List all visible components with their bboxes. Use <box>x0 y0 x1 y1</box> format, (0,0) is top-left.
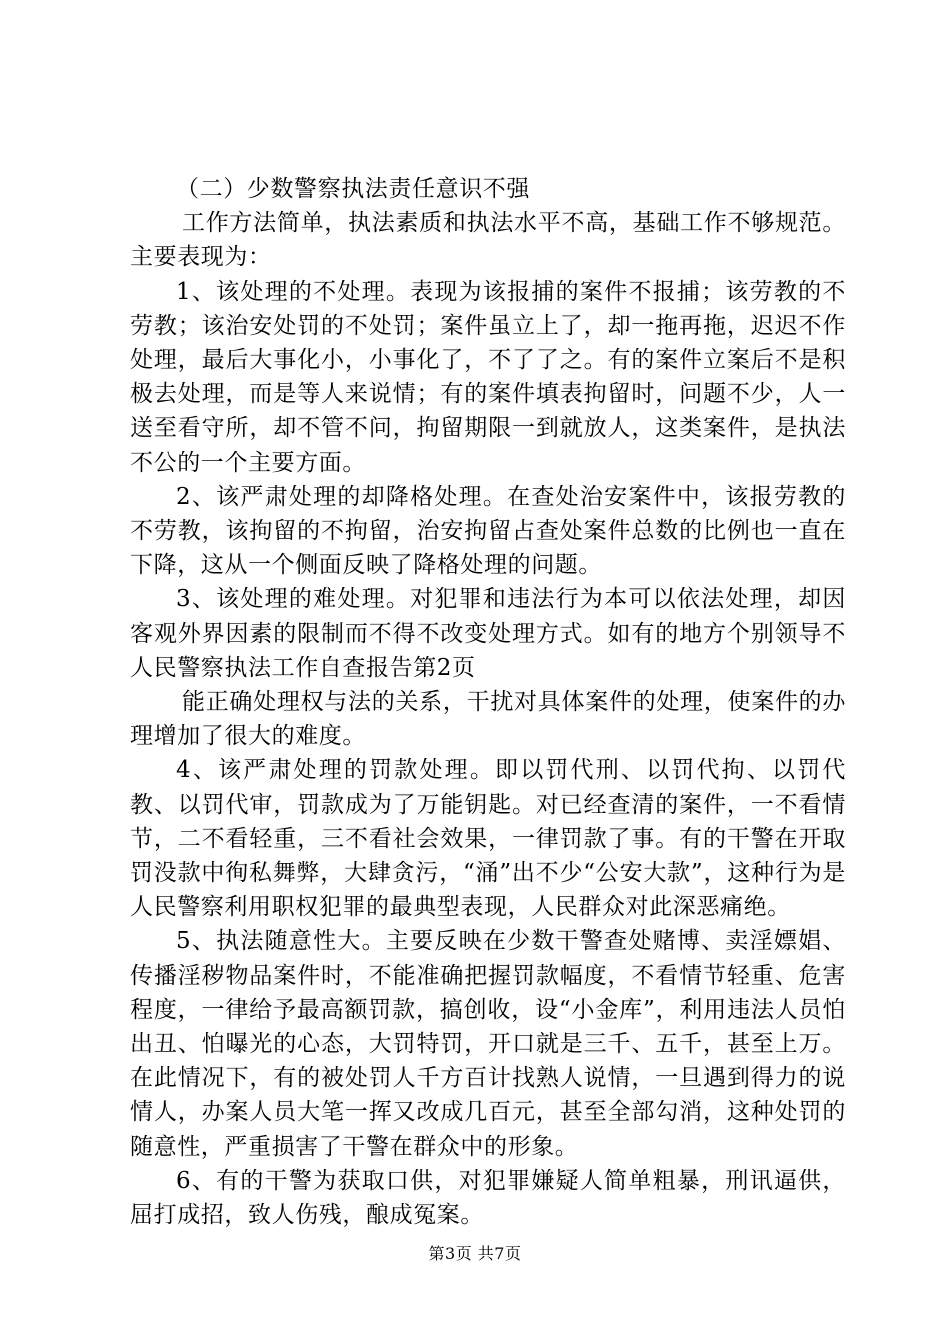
paragraph-item-2: 2、该严肃处理的却降格处理。在查处治安案件中，该报劳教的不劳教，该拘留的不拘留，治安拘留占查处案件总数的比例也一直在下降，这从一个侧面反映了降格处理的问题。 <box>130 483 846 579</box>
paragraph-item-1: 1、该处理的不处理。表现为该报捕的案件不报捕；该劳教的不劳教；该治安处罚的不处罚；案件虽立上了，却一拖再拖，迟迟不作处理，最后大事化小，小事化了，不了了之。有的案件立案后不是积极去处理，而是等人来说情；有的案件填表拘留时，问题不少，人一送至看守所，却不管不问，拘留期限一到就放人，这类案件，是执法不公的一个主要方面。 <box>130 278 846 476</box>
section-heading: （二）少数警察执法责任意识不强 <box>176 176 530 202</box>
paragraph-item-4: 4、该严肃处理的罚款处理。即以罚代刑、以罚代拘、以罚代教、以罚代审，罚款成为了万能钥匙。对已经查清的案件，一不看情节，二不看轻重，三不看社会效果，一律罚款了事。有的干警在开取罚没款中徇私舞弊，大肆贪污，“涌”出不少“公安大款”，这种行为是人民警察利用职权犯罪的最典型表现，人民群众对此深恶痛绝。 <box>130 757 846 921</box>
paragraph-intro: 工作方法简单，执法素质和执法水平不高，基础工作不够规范。主要表现为： <box>130 210 846 271</box>
page-footer: 第3页 共7页 <box>428 1244 522 1263</box>
document-body <box>130 172 846 1232</box>
paragraph-item-3: 3、该处理的难处理。对犯罪和违法行为本可以依法处理，却因客观外界因素的限制而不得不改变处理方式。如有的地方个别领导不人民警察执法工作自查报告第2页 <box>130 586 846 681</box>
paragraph-item-5: 5、执法随意性大。主要反映在少数干警查处赌博、卖淫嫖娼、传播淫秽物品案件时，不能准确把握罚款幅度，不看情节轻重、危害程度，一律给予最高额罚款，搞创收，设“小金库”，利用违法人员怕出丑、怕曝光的心态，大罚特罚，开口就是三千、五千，甚至上万。在此情况下，有的被处罚人千方百计找熟人说情，一旦遇到得力的说情人，办案人员大笔一挥又改成几百元，甚至全部勾消，这种处罚的随意性，严重损害了干警在群众中的形象。 <box>130 928 846 1160</box>
paragraph-item-6: 6、有的干警为获取口供，对犯罪嫌疑人简单粗暴，刑讯逼供，屈打成招，致人伤残，酿成冤案。 <box>130 1167 846 1229</box>
paragraph-item-3-continued: 能正确处理权与法的关系，干扰对具体案件的处理，使案件的办理增加了很大的难度。 <box>130 689 846 750</box>
